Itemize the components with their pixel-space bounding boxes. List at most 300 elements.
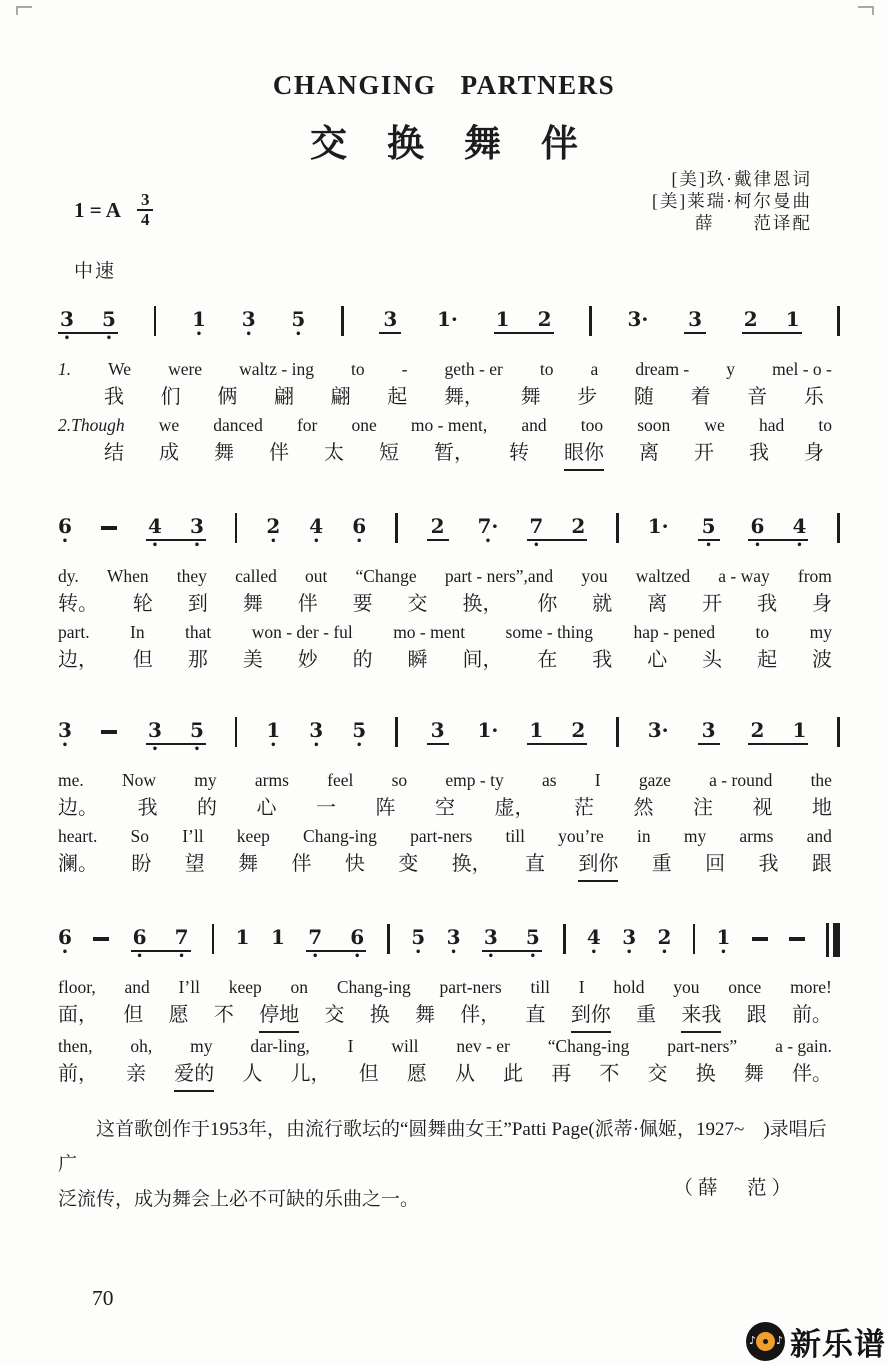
lyric-word: 俩: [217, 386, 238, 408]
lyric-word: waltz - ing: [239, 359, 314, 379]
note-number: 1: [785, 307, 800, 331]
lyric-word: 起: [387, 386, 408, 408]
lyric-word: 开: [702, 593, 723, 615]
octave-dot: •: [313, 536, 320, 547]
note-number: 2: [743, 307, 758, 331]
beam-group-notes: [742, 308, 802, 334]
octave-dot: [529, 745, 543, 755]
lyric-word: 澜。: [58, 853, 98, 875]
lyric-word: a - gain.: [775, 1036, 832, 1056]
lyric-word: I: [347, 1036, 354, 1056]
music-note-icon: ♪: [749, 1334, 757, 1347]
lyrics-line-zh-4: [58, 850, 840, 882]
lyric-word: 快: [344, 853, 365, 875]
note: [352, 515, 366, 547]
barline: [154, 306, 157, 336]
note-number: 4: [792, 514, 807, 538]
lyric-word: 停地: [259, 1001, 299, 1033]
lyric-word: 身: [811, 593, 832, 615]
note: [717, 926, 731, 958]
lyric-word: one: [351, 415, 377, 435]
lyric-word: heart.: [58, 826, 98, 846]
note: [437, 308, 458, 340]
lyric-word: 此: [503, 1063, 524, 1085]
note: [684, 308, 706, 344]
note: [291, 308, 305, 340]
lyric-word: 我: [749, 442, 769, 464]
octave-dot: [571, 541, 585, 551]
beam-group-notes: [494, 308, 554, 334]
note-number: 1: [270, 925, 285, 949]
lyric-word: 我: [592, 649, 613, 671]
final-barline: [826, 923, 840, 957]
lyric-word: 开: [694, 442, 714, 464]
lyric-word: my: [683, 826, 707, 846]
note-number: 6: [132, 925, 147, 949]
lyric-word: more!: [790, 977, 832, 997]
octave-dot: [750, 745, 764, 755]
lyric-word: mel - o -: [772, 359, 832, 379]
lyric-word: 边。: [58, 797, 98, 819]
beam-group-octave-dots: [482, 952, 542, 962]
octave-dot: [744, 334, 758, 344]
lyric-word: and: [124, 977, 150, 997]
lyric-word: we: [158, 415, 180, 435]
lyric-word: nev - er: [456, 1036, 510, 1056]
record-center-hole: [763, 1339, 768, 1344]
notation-line: [58, 719, 840, 759]
lyric-word: 换: [369, 1004, 390, 1026]
lyrics-line-zh-2: [58, 794, 840, 823]
lyrics-line-zh-2: [58, 590, 840, 619]
beam-group: [306, 926, 366, 962]
lyric-word: 你: [537, 593, 558, 615]
lyric-word: they: [176, 566, 207, 586]
lyric-word: 到: [187, 593, 208, 615]
lyric-word: 乐: [803, 386, 824, 408]
beam-group-octave-dots: [494, 334, 554, 344]
lyric-word: we: [704, 415, 725, 435]
music-system-2: [58, 515, 840, 675]
octave-dot: •: [136, 951, 143, 962]
lyric-word: 心: [256, 797, 277, 819]
lyric-word: won - der - ful: [251, 622, 353, 642]
beam-group-notes: [131, 926, 191, 952]
lyric-word: 成: [159, 442, 179, 464]
octave-dot: •: [415, 947, 422, 958]
lyric-word: 舞: [414, 1004, 435, 1026]
lyric-word: a - way: [718, 566, 770, 586]
lyric-word: 身: [804, 442, 824, 464]
lyric-word: my: [194, 770, 217, 790]
octave-dot: [631, 330, 645, 340]
lyric-word: 直: [525, 1004, 546, 1026]
lyric-word: you: [581, 566, 608, 586]
note-number: 3: [58, 718, 72, 742]
lyrics-line-en-1: [58, 767, 840, 794]
note: [58, 515, 72, 547]
lyric-word: 地: [812, 797, 832, 819]
beam-group-octave-dots: [742, 334, 802, 344]
lyric-word: 间，: [462, 649, 503, 671]
lyric-word: 重: [636, 1004, 657, 1026]
lyric-word: y: [726, 359, 736, 379]
lyric-word: 前。: [791, 1004, 832, 1026]
lyric-word: to: [351, 359, 365, 379]
octave-dot: •: [193, 540, 201, 551]
note: [478, 515, 499, 547]
lyric-word: 我: [137, 797, 158, 819]
lyric-word: me.: [58, 770, 84, 790]
key-signature: [74, 192, 153, 228]
notation-line: [58, 515, 840, 555]
barline: [235, 513, 238, 543]
lyric-word: a: [590, 359, 599, 379]
note: [427, 719, 449, 755]
lyric-word: 1.: [58, 359, 72, 379]
duration-dash: [101, 730, 117, 734]
beam-group-octave-dots: [146, 745, 206, 755]
lyrics-line-zh-2: [58, 383, 840, 412]
note-number: 1: [792, 718, 807, 742]
note-number: 1: [495, 307, 510, 331]
octave-dot: [496, 334, 510, 344]
note-number: 3: [379, 308, 401, 334]
credits: [652, 168, 812, 234]
octave-dot: [481, 741, 495, 751]
note-number: 1·: [647, 514, 669, 538]
note: [271, 926, 285, 958]
octave-dot: •: [63, 333, 71, 344]
lyric-word: 离: [647, 593, 668, 615]
barline: [693, 924, 696, 954]
lyric-word: you: [673, 977, 700, 997]
time-signature: [137, 192, 154, 228]
lyric-word: 回: [705, 853, 726, 875]
note-number: 5: [189, 718, 204, 742]
lyric-word: to: [818, 415, 832, 435]
note-number: 6: [750, 514, 765, 538]
music-system-1: [58, 308, 840, 471]
final-barline-thick: [833, 923, 840, 957]
barline: [341, 306, 344, 336]
song-title-english: CHANGING PARTNERS: [272, 70, 616, 100]
octave-dot: •: [720, 947, 727, 958]
note-number: 2: [427, 515, 449, 541]
lyric-word: geth - er: [444, 359, 503, 379]
note-number: 3: [241, 307, 256, 331]
lyric-word: from: [797, 566, 832, 586]
lyric-word: 亲: [126, 1063, 147, 1085]
note-number: 1·: [477, 718, 499, 742]
beam-group: [527, 515, 587, 551]
lyric-word: 但: [358, 1063, 379, 1085]
beam-group-octave-dots: [131, 952, 191, 962]
lyric-word: 交: [407, 593, 428, 615]
lyric-word: 前，: [58, 1063, 98, 1085]
note: [58, 719, 72, 751]
lyric-word: 舞: [743, 1063, 764, 1085]
lyric-word: keep: [228, 977, 262, 997]
tempo-marking: 中速: [74, 261, 117, 282]
lyric-word: 在: [537, 649, 558, 671]
lyric-word: part - ners”,and: [444, 566, 554, 586]
lyric-word: I’ll: [182, 826, 204, 846]
lyrics-line-en-3: [58, 823, 840, 850]
octave-dot: •: [450, 947, 457, 958]
barline: [235, 717, 238, 747]
lyric-word: 跟: [811, 853, 832, 875]
lyric-word: too: [580, 415, 604, 435]
lyrics-line-en-3: [58, 619, 840, 646]
lyric-word: We: [108, 359, 132, 379]
note: [447, 926, 461, 958]
lyric-word: 面，: [58, 1004, 98, 1026]
lyric-word: 们: [160, 386, 181, 408]
note-number: 6: [58, 925, 72, 949]
lyric-word: 阵: [375, 797, 396, 819]
note-number: 1: [716, 925, 731, 949]
octave-dot: •: [487, 951, 495, 962]
lyric-word: dy.: [58, 566, 79, 586]
octave-dot: [702, 745, 716, 755]
lyric-word: 转: [509, 442, 529, 464]
duration-dash: [789, 937, 805, 941]
lyric-word: 舞: [520, 386, 541, 408]
octave-dot: [792, 745, 806, 755]
octave-dot: •: [353, 951, 361, 962]
barline: [616, 717, 619, 747]
note-number: 1: [529, 718, 544, 742]
lyric-word: dar-ling,: [250, 1036, 310, 1056]
lyric-word: once: [728, 977, 762, 997]
lyric-word: 轮: [132, 593, 153, 615]
lyric-word: for: [296, 415, 318, 435]
octave-dot: •: [754, 540, 761, 551]
octave-dot: [431, 541, 445, 551]
beam-group: [58, 308, 118, 344]
lyric-word: 要: [352, 593, 373, 615]
lyric-word: the: [810, 770, 832, 790]
notation-line: [58, 926, 840, 966]
lyric-word: mo - ment: [393, 622, 466, 642]
note-number: 6: [58, 514, 72, 538]
lyric-word: 到你: [578, 850, 618, 882]
lyrics-line-zh-4: [58, 646, 840, 675]
lyric-word: 愿: [168, 1004, 189, 1026]
lyric-word: 视: [752, 797, 773, 819]
beam-group-notes: [58, 308, 118, 334]
note: [622, 926, 636, 958]
note: [587, 926, 601, 958]
lyric-word: arms: [254, 770, 289, 790]
note: [411, 926, 425, 958]
lyric-word: then,: [58, 1036, 93, 1056]
beam-group-octave-dots: [748, 541, 808, 551]
lyric-word: waltzed: [635, 566, 691, 586]
vinyl-record-icon: [746, 1322, 785, 1361]
octave-dot: [651, 741, 665, 751]
lyric-word: and: [521, 415, 547, 435]
duration-dash: [752, 937, 768, 941]
note-number: 5: [411, 925, 426, 949]
note-number: 5: [525, 925, 540, 949]
note-number: 3: [698, 719, 720, 745]
lyric-word: part-ners: [439, 977, 502, 997]
octave-dot: •: [625, 947, 633, 958]
notation-line: [58, 308, 840, 348]
time-signature-denominator: 4: [140, 210, 150, 229]
corner-mark: [16, 6, 32, 15]
lyric-word: 头: [702, 649, 723, 671]
octave-dot: •: [151, 744, 159, 755]
note-number: 3: [189, 514, 204, 538]
lyric-word: my: [809, 622, 832, 642]
note-number: 4: [586, 925, 601, 949]
beam-group: [742, 308, 802, 344]
beam-group-octave-dots: [306, 952, 366, 962]
lyric-word: Chang-ing: [303, 826, 377, 846]
beam-group-notes: [527, 719, 587, 745]
lyric-word: as: [541, 770, 557, 790]
note-number: 5: [698, 515, 720, 541]
octave-dot: •: [195, 329, 203, 340]
lyrics-line-en-3: [58, 1033, 840, 1060]
beam-group: [527, 719, 587, 755]
lyric-word: 换: [695, 1063, 716, 1085]
note-number: 2: [266, 514, 281, 538]
lyric-word: 瞬: [407, 649, 428, 671]
lyric-word: 转。: [58, 593, 98, 615]
note: [628, 308, 649, 340]
note: [58, 926, 72, 958]
note: [266, 719, 280, 751]
octave-dot: •: [356, 740, 363, 751]
lyric-word: 变: [398, 853, 419, 875]
logo-text: 新乐谱: [790, 1327, 886, 1363]
lyric-word: “Chang-ing: [547, 1036, 630, 1056]
note-number: 2: [537, 307, 552, 331]
lyric-word: 再: [551, 1063, 572, 1085]
note-number: 5: [102, 307, 116, 331]
lyric-word: -: [401, 359, 408, 379]
lyric-word: Chang-ing: [336, 977, 411, 997]
lyric-word: 但: [132, 649, 153, 671]
lyric-word: till: [530, 977, 550, 997]
lyric-word: 那: [187, 649, 208, 671]
lyric-word: that: [185, 622, 212, 642]
music-note-icon: ♪: [775, 1334, 783, 1347]
note: [478, 719, 499, 751]
note-number: 5: [291, 307, 306, 331]
lyric-word: I: [594, 770, 601, 790]
octave-dot: •: [529, 951, 537, 962]
lyric-word: called: [235, 566, 277, 586]
lyric-word: hap - pened: [633, 622, 716, 642]
octave-dot: •: [61, 947, 69, 958]
lyrics-line-zh-4: [58, 439, 840, 471]
lyric-word: 不: [599, 1063, 620, 1085]
credit-lyricist: [美]玖·戴律恩词: [671, 169, 812, 189]
beam-group-octave-dots: [527, 745, 587, 755]
note-number: 2: [571, 718, 586, 742]
lyric-word: 望: [184, 853, 205, 875]
octave-dot: [786, 334, 800, 344]
octave-dot: •: [311, 951, 319, 962]
lyric-word: “Change: [355, 566, 417, 586]
lyric-word: 到你: [571, 1001, 611, 1033]
lyric-word: 波: [811, 649, 832, 671]
lyric-word: in: [637, 826, 651, 846]
barline: [395, 717, 398, 747]
lyric-word: my: [190, 1036, 213, 1056]
lyric-word: 跟: [746, 1004, 767, 1026]
lyric-word: arms: [739, 826, 774, 846]
octave-dot: [440, 330, 454, 340]
octave-dot: [688, 334, 702, 344]
lyric-word: soon: [637, 415, 671, 435]
lyric-word: will: [391, 1036, 419, 1056]
barline: [837, 717, 840, 747]
note-number: 4: [147, 514, 162, 538]
lyric-word: 伴，: [460, 1004, 501, 1026]
lyric-word: 音: [747, 386, 768, 408]
lyric-word: 从: [454, 1063, 475, 1085]
lyric-word: 短: [379, 442, 399, 464]
lyric-word: 暂，: [434, 442, 474, 464]
note-number: 3: [483, 925, 498, 949]
page-number: 70: [92, 1286, 114, 1310]
key-label: 1 = A: [74, 197, 121, 222]
note-number: 7: [529, 514, 544, 538]
lyric-word: part.: [58, 622, 90, 642]
lyric-word: danced: [213, 415, 263, 435]
beam-group-notes: [146, 719, 206, 745]
beam-group: [146, 719, 206, 755]
octave-dot: [383, 334, 397, 344]
lyric-word: so: [391, 770, 408, 790]
lyric-word: 随: [633, 386, 654, 408]
lyric-word: till: [505, 826, 525, 846]
beam-group: [748, 515, 808, 551]
lyric-word: 2.Though: [58, 415, 125, 435]
note-number: 3: [622, 925, 637, 949]
lyric-word: to: [539, 359, 554, 379]
lyric-word: 的: [197, 797, 217, 819]
lyric-word: When: [106, 566, 149, 586]
lyric-word: had: [758, 415, 785, 435]
lyric-word: 美: [242, 649, 263, 671]
lyric-word: 不: [213, 1004, 234, 1026]
beam-group-octave-dots: [58, 334, 118, 344]
note-number: 7·: [477, 514, 499, 538]
music-system-4: [58, 926, 840, 1092]
lyric-word: oh,: [130, 1036, 153, 1056]
note-number: 6: [352, 514, 367, 538]
octave-dot: •: [151, 540, 159, 551]
note: [427, 515, 449, 551]
note-number: 3: [427, 719, 449, 745]
lyric-word: 儿，: [290, 1063, 331, 1085]
octave-dot: •: [270, 536, 277, 547]
beam-group: [748, 719, 808, 755]
note: [698, 515, 720, 551]
lyric-word: 伴: [269, 442, 289, 464]
lyric-word: mo - ment,: [410, 415, 488, 435]
lyric-word: part-ners”: [667, 1036, 738, 1056]
lyric-word: floor,: [58, 977, 96, 997]
octave-dot: •: [245, 329, 252, 340]
